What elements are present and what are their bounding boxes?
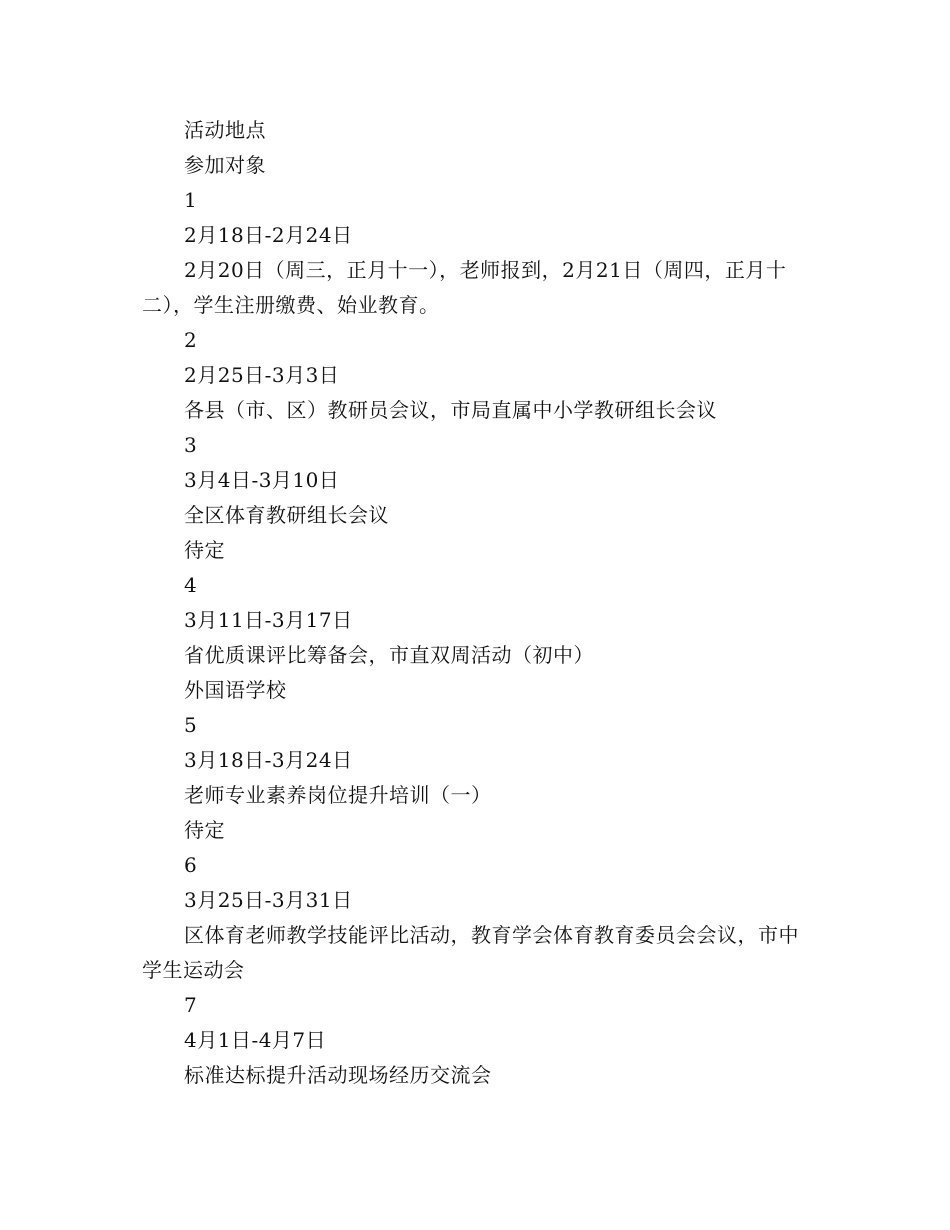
paragraph-date-range: 2月18日-2月24日	[184, 223, 353, 247]
paragraph-activity: 省优质课评比筹备会，市直双周活动（初中）	[184, 643, 594, 667]
paragraph-location: 外国语学校	[184, 678, 287, 702]
paragraph-activity: 老师专业素养岗位提升培训（一）	[184, 783, 492, 807]
paragraph-activity: 区体育老师教学技能评比活动，教育学会体育教育委员会会议，市中学生运动会	[142, 923, 799, 982]
paragraph-date-range: 3月25日-3月31日	[184, 888, 353, 912]
paragraph-date-range: 3月4日-3月10日	[184, 468, 340, 492]
paragraph-item-number: 4	[184, 573, 198, 597]
paragraph-activity: 全区体育教研组长会议	[184, 503, 389, 527]
paragraph-activity: 2月20日（周三，正月十一），老师报到，2月21日（周四，正月十二），学生注册缴费、始业教育。	[142, 258, 787, 317]
paragraph-item-number: 7	[184, 993, 198, 1017]
paragraph-location-label: 活动地点	[184, 118, 266, 142]
paragraph-date-range: 4月1日-4月7日	[184, 1028, 327, 1052]
paragraph-item-number: 3	[184, 433, 198, 457]
paragraph-item-number: 2	[184, 328, 198, 352]
paragraph-activity: 各县（市、区）教研员会议，市局直属中小学教研组长会议	[184, 398, 717, 422]
paragraph-activity: 标准达标提升活动现场经历交流会	[184, 1063, 492, 1087]
paragraph-date-range: 2月25日-3月3日	[184, 363, 340, 387]
paragraph-date-range: 3月18日-3月24日	[184, 748, 353, 772]
paragraph-location: 待定	[184, 818, 225, 842]
paragraph-item-number: 5	[184, 713, 198, 737]
paragraph-item-number: 6	[184, 853, 198, 877]
paragraph-date-range: 3月11日-3月17日	[184, 608, 353, 632]
paragraph-participants-label: 参加对象	[184, 153, 266, 177]
paragraph-item-number: 1	[184, 188, 198, 212]
paragraph-location: 待定	[184, 538, 225, 562]
document-body	[142, 113, 812, 1093]
